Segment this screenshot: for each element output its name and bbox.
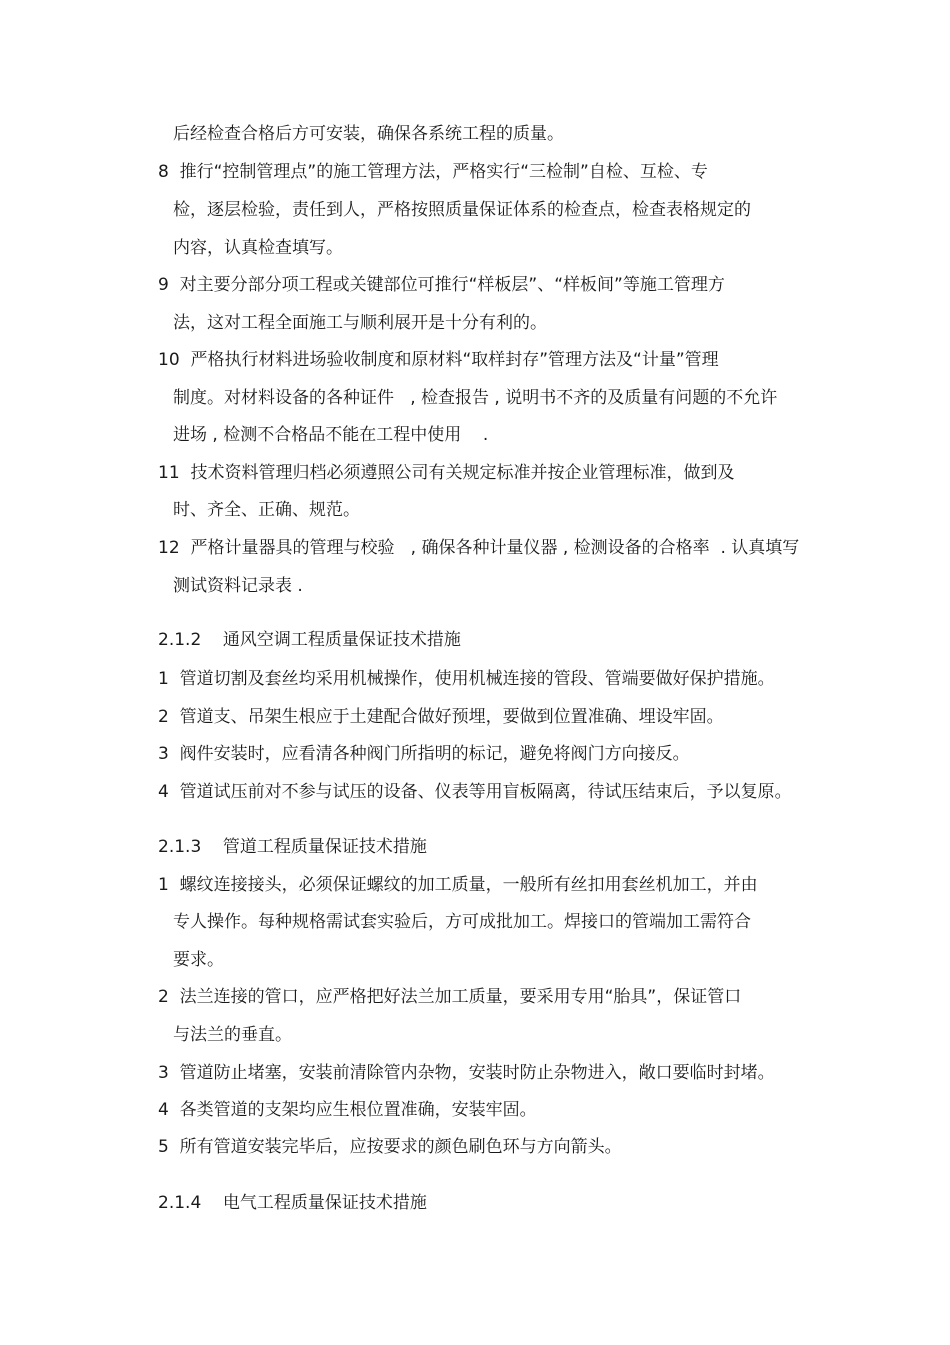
text-line: 10 严格执行材料进场验收制度和原材料“取样封存”管理方法及“计量”管理 bbox=[158, 350, 719, 370]
text-line: 要求。 bbox=[173, 950, 224, 970]
section-heading: 2.1.4 电气工程质量保证技术措施 bbox=[158, 1193, 427, 1213]
text-line: 5 所有管道安装完毕后，应按要求的颜色刷色环与方向箭头。 bbox=[158, 1137, 622, 1157]
text-line: 内容，认真检查填写。 bbox=[173, 238, 343, 258]
text-line: 2 管道支、吊架生根应于土建配合做好预埋，要做到位置准确、埋设牢固。 bbox=[158, 707, 724, 727]
text-line: 时、齐全、正确、规范。 bbox=[173, 500, 360, 520]
text-line: 3 阀件安装时，应看清各种阀门所指明的标记，避免将阀门方向接反。 bbox=[158, 744, 690, 764]
text-line: 制度。对材料设备的各种证件 , 检查报告 , 说明书不齐的及质量有问题的不允许 bbox=[173, 388, 778, 408]
text-line: 9 对主要分部分项工程或关键部位可推行“样板层”、“样板间”等施工管理方 bbox=[158, 275, 725, 295]
section-heading: 2.1.2 通风空调工程质量保证技术措施 bbox=[158, 630, 461, 650]
text-line: 1 管道切割及套丝均采用机械操作，使用机械连接的管段、管端要做好保护措施。 bbox=[158, 669, 775, 689]
text-line: 3 管道防止堵塞，安装前清除管内杂物，安装时防止杂物进入，敞口要临时封堵。 bbox=[158, 1063, 775, 1083]
text-line: 专人操作。每种规格需试套实验后，方可成批加工。焊接口的管端加工需符合 bbox=[173, 912, 751, 932]
text-line: 测试资料记录表 . bbox=[173, 576, 303, 596]
text-line: 法，这对工程全面施工与顺利展开是十分有利的。 bbox=[173, 313, 547, 333]
text-line: 1 螺纹连接接头，必须保证螺纹的加工质量，一般所有丝扣用套丝机加工，并由 bbox=[158, 875, 758, 895]
text-line: 4 各类管道的支架均应生根位置准确，安装牢固。 bbox=[158, 1100, 537, 1120]
text-line: 11 技术资料管理归档必须遵照公司有关规定标准并按企业管理标准，做到及 bbox=[158, 463, 735, 483]
section-heading: 2.1.3 管道工程质量保证技术措施 bbox=[158, 837, 427, 857]
text-line: 与法兰的垂直。 bbox=[173, 1025, 292, 1045]
text-line: 2 法兰连接的管口，应严格把好法兰加工质量，要采用专用“胎具”，保证管口 bbox=[158, 987, 742, 1007]
text-line: 进场 , 检测不合格品不能在工程中使用 . bbox=[173, 425, 489, 445]
text-line: 4 管道试压前对不参与试压的设备、仪表等用盲板隔离，待试压结束后，予以复原。 bbox=[158, 782, 792, 802]
text-line: 12 严格计量器具的管理与校验 , 确保各种计量仪器 , 检测设备的合格率 . 认真填写 bbox=[158, 538, 800, 558]
text-line: 检，逐层检验，责任到人，严格按照质量保证体系的检查点，检查表格规定的 bbox=[173, 200, 751, 220]
text-line: 后经检查合格后方可安装，确保各系统工程的质量。 bbox=[173, 124, 564, 144]
text-line: 8 推行“控制管理点”的施工管理方法，严格实行“三检制”自检、互检、专 bbox=[158, 162, 708, 182]
